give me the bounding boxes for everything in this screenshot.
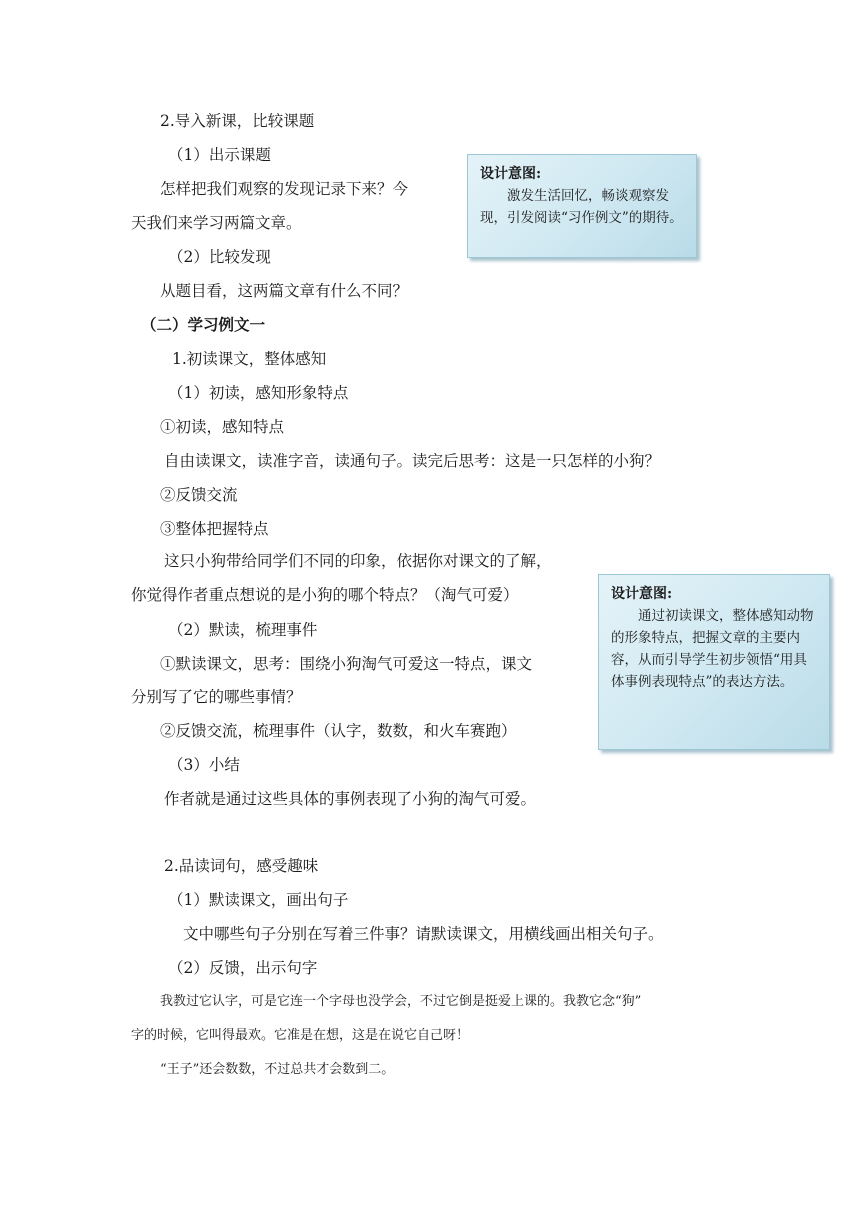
quoted-sentence: “王子”还会数数，不过总共才会数到二。 <box>160 1062 395 1077</box>
section-heading: （二）学习例文一 <box>141 315 266 334</box>
design-intent-box <box>467 154 697 258</box>
quoted-sentence: 字的时候，它叫得最欢。它准是在想，这是在说它自己呀！ <box>131 1028 470 1043</box>
paragraph-line: 从题目看，这两篇文章有什么不同？ <box>160 282 409 300</box>
design-intent-text: 激发生活回忆，畅谈观察发现，引发阅读“习作例文”的期待。 <box>480 188 683 226</box>
design-intent-title: 设计意图: <box>480 166 542 182</box>
sub-step: （2）比较发现 <box>168 248 271 266</box>
step-heading: 2.品读词句，感受趣味 <box>164 857 319 875</box>
paragraph-line: 自由读课文，读准字音，读通句子。读完后思考：这是一只怎样的小狗？ <box>164 452 661 470</box>
paragraph-line: 你觉得作者重点想说的是小狗的哪个特点？（淘气可爱） <box>131 586 519 604</box>
numbered-item: ②反馈交流 <box>160 486 238 504</box>
paragraph-line: 分别写了它的哪些事情？ <box>131 688 302 706</box>
sub-step: （2）反馈，出示句字 <box>168 959 318 977</box>
numbered-item: ①默读课文，思考：围绕小狗淘气可爱这一特点，课文 <box>160 655 533 673</box>
paragraph-line: 作者就是通过这些具体的事例表现了小狗的淘气可爱。 <box>164 790 537 808</box>
sub-step: （1）初读，感知形象特点 <box>168 384 349 402</box>
paragraph-line: 这只小狗带给同学们不同的印象，依据你对课文的了解， <box>164 552 552 570</box>
design-intent-text: 通过初读课文，整体感知动物的形象特点，把握文章的主要内容，从而引导学生初步领悟“用具体事例表现特点”的表达方法。 <box>611 608 814 690</box>
sub-step: （1）默读课文，画出句子 <box>168 891 349 909</box>
paragraph-line: 怎样把我们观察的发现记录下来？今 <box>160 180 409 198</box>
design-intent-box <box>598 574 830 750</box>
sub-step: （2）默读，梳理事件 <box>168 621 318 639</box>
numbered-item: ③整体把握特点 <box>160 520 269 538</box>
step-heading: 1.初读课文，整体感知 <box>172 350 327 368</box>
numbered-item: ①初读，感知特点 <box>160 418 285 436</box>
sub-step: （3）小结 <box>168 756 240 774</box>
design-intent-title: 设计意图: <box>611 586 673 602</box>
paragraph-line: 天我们来学习两篇文章。 <box>131 214 302 232</box>
quoted-sentence: 我教过它认字，可是它连一个字母也没学会，不过它倒是挺爱上课的。我教它念“狗” <box>160 994 642 1009</box>
numbered-item: ②反馈交流，梳理事件（认字，数数，和火车赛跑） <box>160 722 517 740</box>
paragraph-line: 文中哪些句子分别在写着三件事？请默读课文，用横线画出相关句子。 <box>183 925 664 943</box>
step-heading: 2.导入新课，比较课题 <box>160 112 315 130</box>
sub-step: （1）出示课题 <box>168 146 271 164</box>
